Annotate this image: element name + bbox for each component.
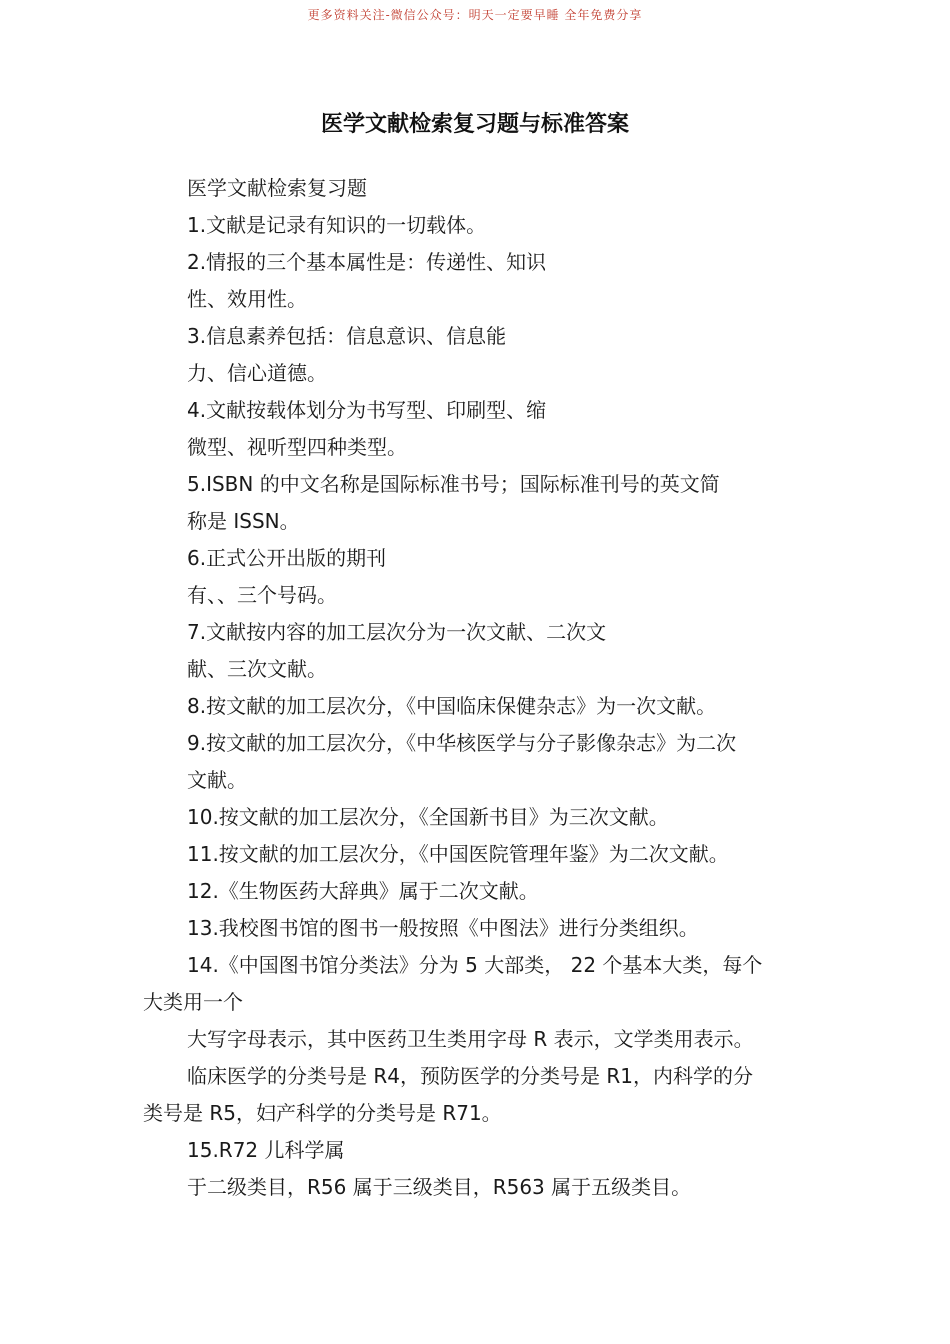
text-line: 大写字母表示，其中医药卫生类用字母 R 表示，文学类用表示。 bbox=[187, 1027, 754, 1051]
text-line: 11.按文献的加工层次分，《中国医院管理年鉴》为二次文献。 bbox=[187, 842, 729, 866]
text-line: 9.按文献的加工层次分，《中华核医学与分子影像杂志》为二次 bbox=[187, 731, 737, 755]
section-heading: 医学文献检索复习题 bbox=[187, 176, 367, 200]
text-line: 2.情报的三个基本属性是：传递性、知识 bbox=[187, 250, 547, 274]
text-line: 1.文献是记录有知识的一切载体。 bbox=[187, 213, 487, 237]
text-line: 称是 ISSN。 bbox=[187, 509, 300, 533]
text-line: 文献。 bbox=[187, 768, 247, 792]
text-line: 4.文献按载体划分为书写型、印刷型、缩 bbox=[187, 398, 547, 422]
text-line: 力、信心道德。 bbox=[187, 361, 327, 385]
text-line: 15.R72 儿科学属 bbox=[187, 1138, 345, 1162]
text-line: 性、效用性。 bbox=[187, 287, 307, 311]
text-line: 3.信息素养包括：信息意识、信息能 bbox=[187, 324, 507, 348]
text-line: 10.按文献的加工层次分，《全国新书目》为三次文献。 bbox=[187, 805, 669, 829]
text-line: 12.《生物医药大辞典》属于二次文献。 bbox=[187, 879, 539, 903]
text-line: 微型、视听型四种类型。 bbox=[187, 435, 407, 459]
text-line: 5.ISBN 的中文名称是国际标准书号；国际标准刊号的英文简 bbox=[187, 472, 720, 496]
text-line: 类号是 R5，妇产科学的分类号是 R71。 bbox=[143, 1101, 502, 1125]
text-line: 有、、三个号码。 bbox=[187, 583, 337, 607]
text-line: 6.正式公开出版的期刊 bbox=[187, 546, 387, 570]
text-line: 献、三次文献。 bbox=[187, 657, 327, 681]
text-line: 7.文献按内容的加工层次分为一次文献、二次文 bbox=[187, 620, 607, 644]
text-line: 8.按文献的加工层次分，《中国临床保健杂志》为一次文献。 bbox=[187, 694, 717, 718]
document-title: 医学文献检索复习题与标准答案 bbox=[320, 112, 629, 137]
promo-banner: 更多资料关注-微信公众号：明天一定要早睡 全年免费分享 bbox=[307, 8, 643, 22]
text-line: 临床医学的分类号是 R4，预防医学的分类号是 R1，内科学的分 bbox=[187, 1064, 753, 1088]
text-line: 于二级类目，R56 属于三级类目，R563 属于五级类目。 bbox=[187, 1175, 692, 1199]
text-line: 13.我校图书馆的图书一般按照《中图法》进行分类组织。 bbox=[187, 916, 699, 940]
text-line: 大类用一个 bbox=[143, 990, 243, 1014]
text-line: 14.《中国图书馆分类法》分为 5 大部类， 22 个基本大类，每个 bbox=[187, 953, 763, 977]
